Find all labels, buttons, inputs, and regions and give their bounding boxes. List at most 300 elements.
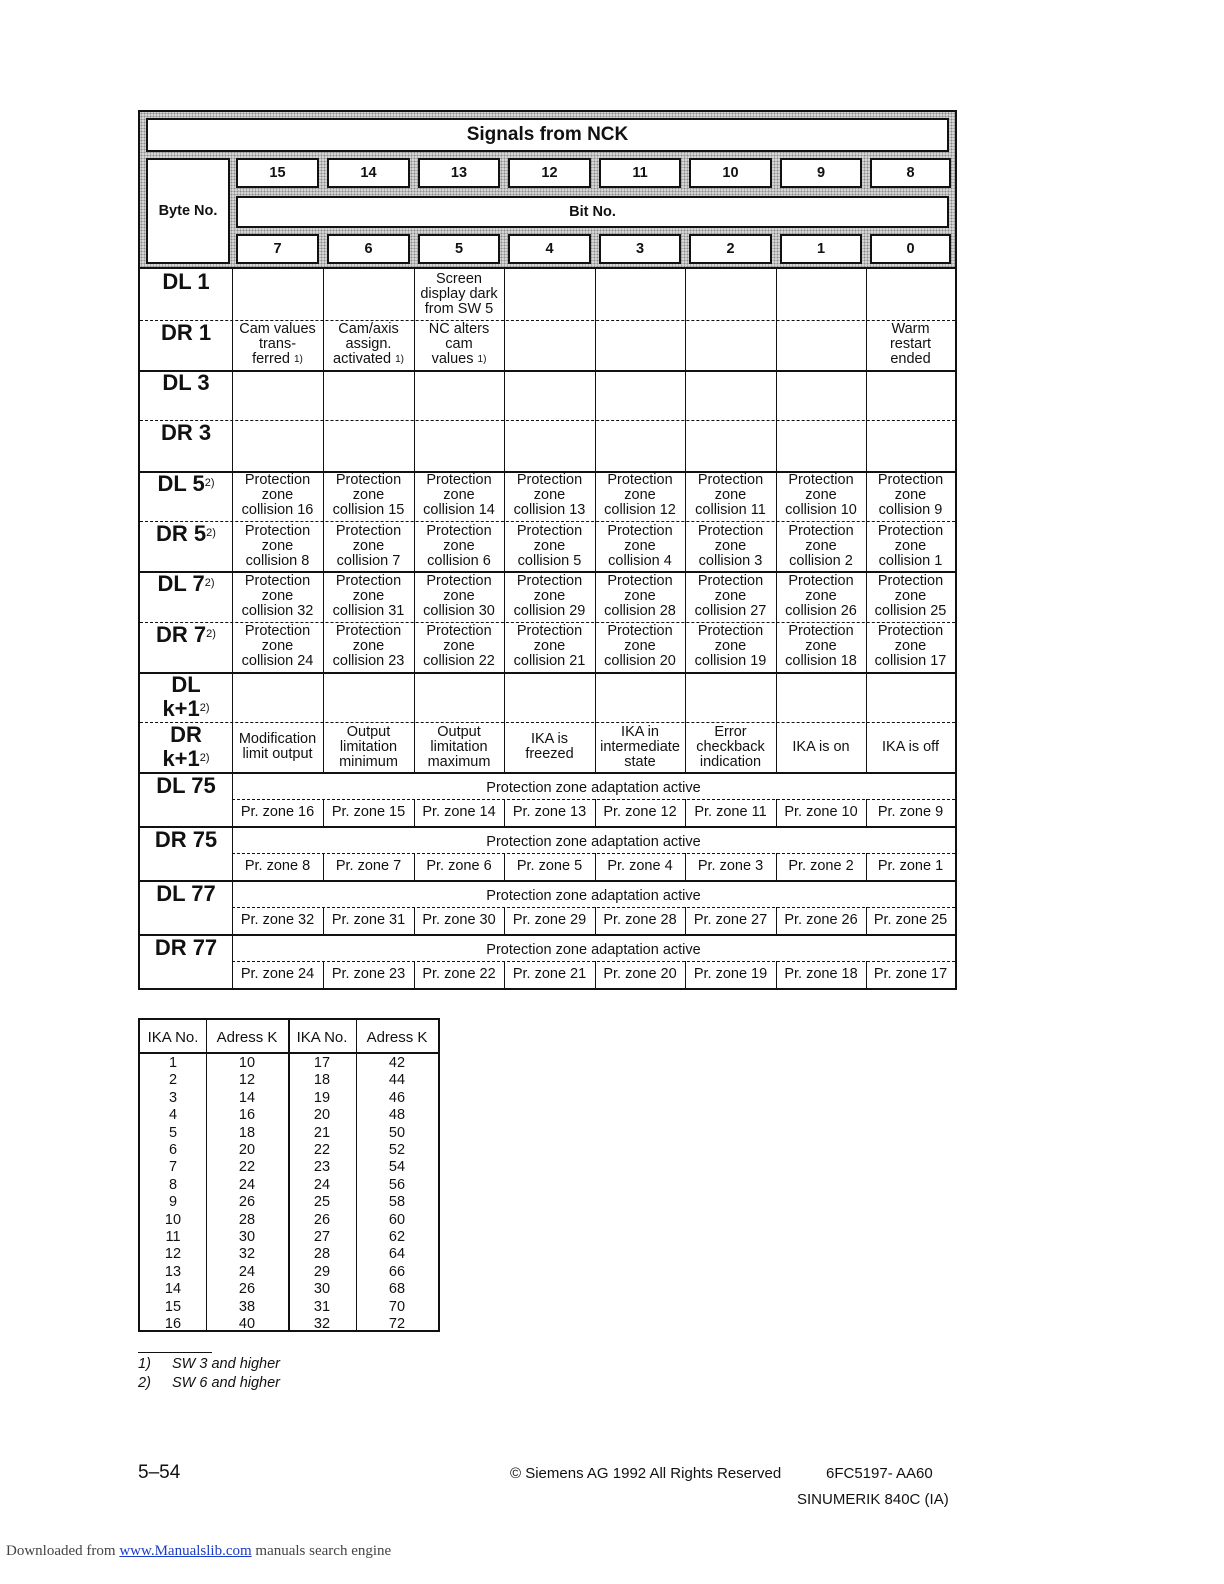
signal-cell xyxy=(504,672,595,723)
ika-value: 11 xyxy=(165,1229,181,1246)
ika-value: 10 xyxy=(238,1055,256,1071)
cell-line: Protection xyxy=(607,572,673,589)
cell-line: Protection xyxy=(244,572,311,589)
cell-line: Cam values xyxy=(239,321,316,337)
signal-cell xyxy=(232,672,323,723)
signal-cell xyxy=(504,420,595,471)
manualslib-link[interactable]: www.Manualslib.com xyxy=(119,1543,252,1559)
ika-value: 22 xyxy=(313,1142,331,1159)
signal-cell xyxy=(776,672,866,723)
ika-header: Adress K xyxy=(216,1028,278,1046)
signals-table xyxy=(138,110,957,990)
ika-value: 24 xyxy=(238,1263,256,1280)
cell-line: Protection xyxy=(335,472,402,489)
cell-line: zone xyxy=(714,638,747,654)
byte-label-text: k+1 xyxy=(162,746,200,771)
byte-label xyxy=(140,421,232,445)
ika-value: 32 xyxy=(313,1316,331,1333)
cell-line: cam xyxy=(445,336,473,352)
cell-line: Protection xyxy=(244,623,311,639)
ika-value: 44 xyxy=(388,1072,406,1089)
cell-line: Protection xyxy=(335,623,402,639)
zone-cell: Pr. zone 5 xyxy=(516,858,583,874)
footnote-ref: 2) xyxy=(204,476,215,489)
zone-cell: Pr. zone 21 xyxy=(512,966,587,982)
cell-line: IKA in xyxy=(621,723,659,740)
cell-line: indication xyxy=(699,753,762,770)
byte-label-text: DL 3 xyxy=(162,369,210,395)
cell-line: zone xyxy=(714,487,747,504)
signal-cell xyxy=(595,269,685,320)
signal-cell xyxy=(685,622,776,672)
ika-value: 66 xyxy=(388,1263,406,1280)
bit-low-3: 4 xyxy=(508,234,591,264)
signal-cell xyxy=(323,471,414,522)
ika-value: 17 xyxy=(313,1055,331,1071)
cell-line: Screen xyxy=(436,270,482,287)
cell-line: zone xyxy=(894,587,927,604)
cell-line: collision 13 xyxy=(513,502,586,519)
signal-cell xyxy=(595,672,685,723)
signal-cell xyxy=(232,571,323,622)
ika-value: 5 xyxy=(168,1124,178,1141)
ika-value: 70 xyxy=(388,1298,406,1315)
bit-low-6: 1 xyxy=(780,234,862,264)
cell-line: collision 1 xyxy=(878,552,943,569)
cell-line: Warm xyxy=(891,321,930,337)
cell-line: zone xyxy=(352,638,385,654)
cell-line: Output xyxy=(437,723,481,740)
cell-line: collision 5 xyxy=(517,552,582,569)
ika-column xyxy=(140,1054,206,1334)
cell-line: ferred xyxy=(252,351,290,367)
ika-value: 40 xyxy=(238,1316,256,1333)
ika-value: 23 xyxy=(313,1159,331,1176)
order-number: 6FC5197- AA60 xyxy=(826,1465,933,1482)
bit-low-4: 3 xyxy=(599,234,681,264)
bit-low-7: 0 xyxy=(870,234,951,264)
bit-high-5: 10 xyxy=(689,158,772,188)
cell-line: zone xyxy=(443,587,475,604)
cell-line: Protection xyxy=(516,522,583,539)
signal-cell xyxy=(504,521,595,571)
zone-cell: Pr. zone 24 xyxy=(240,966,315,982)
byte-no-label: Byte No. xyxy=(146,158,230,264)
copyright: © Siemens AG 1992 All Rights Reserved xyxy=(510,1465,782,1482)
zone-cell: Pr. zone 1 xyxy=(877,858,944,874)
ika-value: 24 xyxy=(238,1176,256,1193)
signal-cell xyxy=(504,320,595,370)
zone-cell: Pr. zone 32 xyxy=(240,912,315,928)
signal-cell xyxy=(414,471,504,522)
cell-line: zone xyxy=(894,537,927,554)
ika-value: 21 xyxy=(313,1124,331,1141)
cell-line: zone xyxy=(352,587,385,604)
cell-line: Protection xyxy=(607,623,673,639)
cell-line: zone xyxy=(533,638,566,654)
bit-low-2: 5 xyxy=(418,234,500,264)
ika-value: 30 xyxy=(313,1281,331,1298)
signal-cell xyxy=(504,471,595,522)
cell-line: Protection xyxy=(244,472,311,489)
cell-line: Modification xyxy=(238,731,317,747)
bit-high-2: 13 xyxy=(418,158,500,188)
zone-cell: Pr. zone 30 xyxy=(422,912,496,928)
cell-line: intermediate xyxy=(600,738,680,755)
zone-cell: Pr. zone 26 xyxy=(784,912,858,928)
cell-line: state xyxy=(624,753,656,770)
zone-span-label: Protection zone adaptation active xyxy=(486,888,701,904)
ika-address-table xyxy=(138,1018,440,1332)
cell-line: zone xyxy=(261,587,294,604)
ika-value: 10 xyxy=(164,1211,182,1228)
cell-line: zone xyxy=(894,487,927,504)
signal-cell xyxy=(232,722,323,772)
cell-line: Protection xyxy=(516,572,583,589)
byte-label-text: DL 5 xyxy=(157,470,205,496)
ika-value: 13 xyxy=(164,1263,182,1280)
signal-cell xyxy=(504,269,595,320)
signal-cell xyxy=(685,722,776,772)
product-name: SINUMERIK 840C (IA) xyxy=(797,1491,949,1508)
signal-cell xyxy=(232,320,323,370)
cell-line: collision 27 xyxy=(694,602,767,619)
zone-cell: Pr. zone 6 xyxy=(426,858,492,874)
ika-column xyxy=(206,1054,288,1334)
cell-line: collision 20 xyxy=(604,653,676,669)
signal-cell xyxy=(414,521,504,571)
cell-line: Error xyxy=(714,723,747,740)
cell-line: Protection xyxy=(788,472,854,489)
download-suffix: manuals search engine xyxy=(251,1543,392,1559)
cell-line: collision 12 xyxy=(604,502,676,519)
zone-cell: Pr. zone 9 xyxy=(877,804,944,820)
signal-cell xyxy=(414,269,504,320)
cell-line: Protection xyxy=(697,572,764,589)
signal-cell xyxy=(595,571,685,622)
ika-value: 29 xyxy=(313,1263,331,1280)
ika-header: IKA No. xyxy=(147,1028,199,1046)
bit-high-1: 14 xyxy=(327,158,410,188)
cell-line: Protection xyxy=(877,623,944,639)
cell-line: IKA is on xyxy=(792,738,850,755)
signal-cell xyxy=(414,622,504,672)
byte-label-text: k+1 xyxy=(162,695,200,721)
ika-value: 58 xyxy=(388,1194,406,1211)
ika-value: 4 xyxy=(168,1107,178,1124)
ika-value: 22 xyxy=(238,1159,256,1176)
signal-cell xyxy=(414,320,504,370)
signal-cell xyxy=(685,269,776,320)
signal-cell xyxy=(323,269,414,320)
table-title: Signals from NCK xyxy=(146,118,949,152)
signal-cell xyxy=(504,370,595,421)
cell-line: checkback xyxy=(696,738,765,755)
cell-line: collision 26 xyxy=(785,602,857,619)
signal-cell xyxy=(232,420,323,471)
cell-line: Protection xyxy=(607,522,673,539)
cell-line: Protection xyxy=(877,472,944,489)
signal-cell xyxy=(323,521,414,571)
ika-value: 1 xyxy=(168,1055,178,1071)
signal-cell xyxy=(323,571,414,622)
row-divider xyxy=(140,880,955,882)
signal-cell xyxy=(595,471,685,522)
cell-line: Protection xyxy=(697,623,764,639)
byte-label xyxy=(140,270,232,294)
cell-line: Output xyxy=(346,723,391,740)
signal-cell xyxy=(323,722,414,772)
download-notice xyxy=(6,1543,391,1560)
cell-line: collision 28 xyxy=(604,602,676,619)
signal-cell xyxy=(504,622,595,672)
byte-label-text: DL 7 xyxy=(157,571,205,596)
signal-cell xyxy=(323,320,414,370)
footnote-ref: 1) xyxy=(294,354,303,365)
footnote-text: SW 6 and higher xyxy=(172,1375,281,1391)
byte-label-text: DR 1 xyxy=(160,319,212,345)
cell-line: collision 11 xyxy=(695,502,766,519)
cell-line: IKA is xyxy=(530,731,569,747)
cell-line: collision 9 xyxy=(878,502,943,519)
zone-cell: Pr. zone 15 xyxy=(331,804,406,820)
signal-cell xyxy=(866,320,955,370)
cell-line: zone xyxy=(352,487,385,504)
cell-line: Protection xyxy=(426,522,492,539)
ika-header: IKA No. xyxy=(296,1028,348,1046)
signal-cell xyxy=(323,672,414,723)
signal-cell xyxy=(776,420,866,471)
ika-value: 46 xyxy=(388,1089,406,1106)
ika-value: 52 xyxy=(388,1142,406,1159)
signal-cell xyxy=(414,420,504,471)
zone-cell: Pr. zone 31 xyxy=(331,912,406,928)
signal-cell xyxy=(232,471,323,522)
byte-label xyxy=(140,371,232,395)
signal-cell xyxy=(323,370,414,421)
ika-value: 9 xyxy=(168,1194,178,1211)
ika-value: 14 xyxy=(238,1089,256,1106)
cell-line: collision 15 xyxy=(332,502,405,519)
zone-cell: Pr. zone 8 xyxy=(244,858,311,874)
signal-cell xyxy=(866,370,955,421)
ika-value: 7 xyxy=(168,1159,178,1176)
cell-line: zone xyxy=(805,638,837,654)
ika-value: 25 xyxy=(313,1194,331,1211)
cell-line: Protection xyxy=(426,472,492,489)
signal-cell xyxy=(685,471,776,522)
cell-line: Protection xyxy=(244,522,311,539)
cell-line: Protection xyxy=(335,522,402,539)
footnote-rule xyxy=(138,1352,212,1353)
zone-cell: Pr. zone 18 xyxy=(784,966,858,982)
cell-line: limitation xyxy=(430,738,488,755)
zone-cell: Pr. zone 19 xyxy=(693,966,768,982)
cell-line: limit output xyxy=(242,746,313,762)
cell-line: zone xyxy=(533,587,566,604)
byte-label: DL 75 xyxy=(156,773,216,798)
ika-value: 27 xyxy=(313,1229,331,1246)
ika-value: 50 xyxy=(388,1124,406,1141)
footnote-ref: 2) xyxy=(199,701,210,714)
cell-line: zone xyxy=(805,537,837,554)
ika-value: 2 xyxy=(168,1072,178,1089)
footnote-ref: 2) xyxy=(206,527,216,539)
ika-value: 54 xyxy=(388,1159,406,1176)
cell-line: zone xyxy=(805,587,837,604)
byte-label-text: DL xyxy=(171,671,201,697)
cell-line: zone xyxy=(533,487,566,504)
ika-value: 32 xyxy=(238,1246,256,1263)
byte-label xyxy=(140,723,232,771)
signal-cell xyxy=(776,571,866,622)
ika-value: 60 xyxy=(388,1211,406,1228)
bit-low-0: 7 xyxy=(236,234,319,264)
byte-label-text: DR 7 xyxy=(156,621,207,647)
cell-line: zone xyxy=(443,487,475,504)
ika-value: 8 xyxy=(168,1176,178,1193)
bit-low-1: 6 xyxy=(327,234,410,264)
zone-cell: Pr. zone 17 xyxy=(873,966,948,982)
zone-cell: Pr. zone 14 xyxy=(422,804,496,820)
signal-cell xyxy=(414,370,504,421)
cell-line: Protection xyxy=(335,572,402,589)
footnote-mark: 2) xyxy=(138,1375,151,1391)
signal-cell xyxy=(323,622,414,672)
zone-cell: Pr. zone 22 xyxy=(422,966,496,982)
footnote-ref: 1) xyxy=(395,354,404,365)
ika-value: 6 xyxy=(168,1142,178,1159)
zone-cell: Pr. zone 20 xyxy=(603,966,677,982)
cell-line: zone xyxy=(624,537,656,554)
byte-label-text: DR 3 xyxy=(160,420,212,445)
cell-line: freezed xyxy=(525,746,574,762)
ika-value: 64 xyxy=(388,1246,406,1263)
cell-line: assign. xyxy=(345,336,392,352)
signal-cell xyxy=(685,571,776,622)
ika-value: 26 xyxy=(238,1194,256,1211)
zone-span-label: Protection zone adaptation active xyxy=(486,780,701,796)
signal-cell xyxy=(414,722,504,772)
signal-cell xyxy=(866,571,955,622)
signal-cell xyxy=(232,370,323,421)
zone-cell: Pr. zone 11 xyxy=(694,804,767,820)
cell-line: collision 2 xyxy=(789,552,853,569)
signal-cell xyxy=(776,269,866,320)
cell-line: values xyxy=(431,351,474,367)
signal-cell xyxy=(866,420,955,471)
ika-value: 24 xyxy=(313,1176,331,1193)
byte-label xyxy=(140,572,232,596)
signal-cell xyxy=(776,622,866,672)
zone-cell: Pr. zone 2 xyxy=(788,858,854,874)
cell-line: restart xyxy=(889,336,932,352)
signal-cell xyxy=(866,471,955,522)
cell-line: zone xyxy=(624,638,656,654)
cell-line: Protection xyxy=(607,472,673,489)
signal-cell xyxy=(595,320,685,370)
ika-value: 16 xyxy=(164,1316,182,1333)
signal-cell xyxy=(232,622,323,672)
bit-no-label: Bit No. xyxy=(236,196,949,228)
signal-cell xyxy=(504,571,595,622)
ika-value: 20 xyxy=(238,1142,256,1159)
ika-value: 38 xyxy=(238,1298,256,1315)
cell-line: collision 24 xyxy=(241,653,314,669)
cell-line: from SW 5 xyxy=(424,300,494,317)
cell-line: Protection xyxy=(877,572,944,589)
cell-line: Protection xyxy=(788,572,854,589)
ika-value: 30 xyxy=(238,1229,256,1246)
footnote-text: SW 3 and higher xyxy=(172,1356,281,1372)
byte-label: DR 77 xyxy=(154,935,218,960)
cell-line: collision 17 xyxy=(874,653,947,669)
cell-line: Protection xyxy=(426,623,492,639)
signal-cell xyxy=(776,722,866,772)
cell-line: collision 32 xyxy=(241,602,314,619)
signal-cell xyxy=(776,370,866,421)
ika-column xyxy=(356,1054,438,1334)
signal-cell xyxy=(685,672,776,723)
signal-cell xyxy=(866,722,955,772)
zone-cell: Pr. zone 10 xyxy=(784,804,858,820)
cell-line: collision 29 xyxy=(513,602,586,619)
cell-line: zone xyxy=(624,487,656,504)
cell-line: collision 21 xyxy=(513,653,586,669)
cell-line: collision 22 xyxy=(423,653,495,669)
ika-header: Adress K xyxy=(366,1028,428,1046)
byte-label: DR 75 xyxy=(154,827,218,852)
page-number: 5–54 xyxy=(138,1462,181,1483)
row-divider xyxy=(140,934,955,936)
byte-label xyxy=(140,321,232,345)
row-divider xyxy=(140,826,955,828)
cell-line: zone xyxy=(533,537,566,554)
byte-label-text: DL 1 xyxy=(162,269,210,294)
cell-line: zone xyxy=(261,487,294,504)
cell-line: collision 19 xyxy=(694,653,767,669)
zone-cell: Pr. zone 28 xyxy=(603,912,677,928)
cell-line: maximum xyxy=(427,753,491,770)
ika-value: 3 xyxy=(168,1089,178,1106)
ika-value: 20 xyxy=(313,1107,331,1124)
cell-line: zone xyxy=(443,537,475,554)
signal-cell xyxy=(685,420,776,471)
cell-line: Protection xyxy=(516,472,583,489)
signal-cell xyxy=(685,320,776,370)
cell-line: collision 3 xyxy=(698,552,763,569)
ika-value: 18 xyxy=(238,1124,256,1141)
bit-high-7: 8 xyxy=(870,158,951,188)
cell-line: Protection xyxy=(426,572,492,589)
zone-cell: Pr. zone 27 xyxy=(693,912,768,928)
cell-line: zone xyxy=(443,638,475,654)
cell-line: zone xyxy=(624,587,656,604)
ika-value: 26 xyxy=(313,1211,331,1228)
cell-line: Protection xyxy=(697,522,764,539)
cell-line: zone xyxy=(714,537,747,554)
cell-line: collision 14 xyxy=(423,502,495,519)
cell-line: zone xyxy=(261,537,294,554)
cell-line: Protection xyxy=(516,623,583,639)
bit-high-6: 9 xyxy=(780,158,862,188)
ika-value: 19 xyxy=(313,1089,331,1106)
cell-line: collision 31 xyxy=(332,602,405,619)
zone-cell: Pr. zone 23 xyxy=(331,966,406,982)
footnote-ref: 1) xyxy=(477,354,487,365)
ika-value: 12 xyxy=(238,1072,256,1089)
byte-label-text: DR xyxy=(170,722,202,747)
